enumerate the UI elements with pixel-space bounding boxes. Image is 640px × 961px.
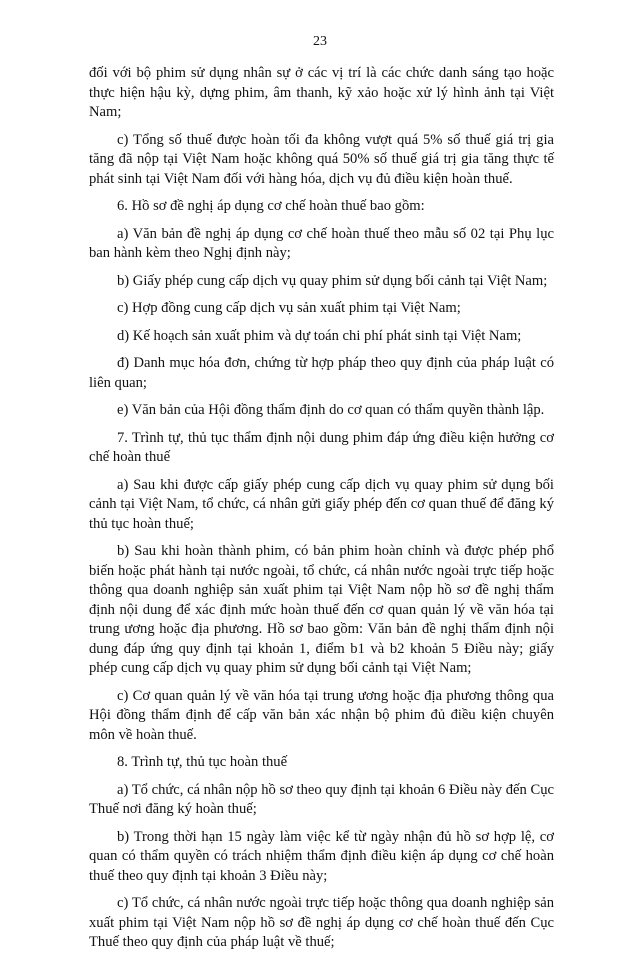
paragraph-clause-6-dd: đ) Danh mục hóa đơn, chứng từ hợp pháp theo quy định của pháp luật có liên quan; <box>89 355 554 391</box>
paragraph-clause-8-a: a) Tổ chức, cá nhân nộp hồ sơ theo quy định tại khoản 6 Điều này đến Cục Thuế nơi đăng ký hoàn thuế; <box>89 781 554 817</box>
document-body <box>89 64 554 961</box>
paragraph-clause-6-e: e) Văn bản của Hội đồng thẩm định do cơ quan có thẩm quyền thành lập. <box>117 402 545 418</box>
paragraph-clause-7-heading: 7. Trình tự, thủ tục thẩm định nội dung phim đáp ứng điều kiện hưởng cơ chế hoàn thuế <box>89 429 554 465</box>
page-number: 23 <box>313 34 327 49</box>
paragraph-clause-6-c: c) Hợp đồng cung cấp dịch vụ sản xuất phim tại Việt Nam; <box>117 300 461 316</box>
paragraph-clause-6-heading: 6. Hồ sơ đề nghị áp dụng cơ chế hoàn thuế bao gồm: <box>117 198 425 214</box>
paragraph-clause-8-b: b) Trong thời hạn 15 ngày làm việc kể từ ngày nhận đủ hồ sơ hợp lệ, cơ quan có thẩm quyền có trách nhiệm thẩm định điều kiện áp dụng cơ chế hoàn thuế theo quy định tại khoản 3 Điều này; <box>89 828 554 884</box>
paragraph-clause-8-c: c) Tổ chức, cá nhân nước ngoài trực tiếp hoặc thông qua doanh nghiệp sản xuất phim tại Việt Nam nộp hồ sơ đề nghị áp dụng cơ chế hoàn thuế đến Cục Thuế theo quy định của pháp luật về thuế; <box>89 895 554 950</box>
paragraph-clause-6-b: b) Giấy phép cung cấp dịch vụ quay phim sử dụng bối cảnh tại Việt Nam; <box>117 272 548 289</box>
paragraph-clause-6-d: d) Kế hoạch sản xuất phim và dự toán chi phí phát sinh tại Việt Nam; <box>117 327 522 344</box>
paragraph-clause-8-heading: 8. Trình tự, thủ tục hoàn thuế <box>117 754 288 770</box>
paragraph-clause-7-c: c) Cơ quan quản lý về văn hóa tại trung ương hoặc địa phương thông qua Hội đồng thẩm định để cấp văn bản xác nhận bộ phim đủ điều kiện chuyên môn về hoàn thuế. <box>89 687 554 743</box>
paragraph-clause-6-a: a) Văn bản đề nghị áp dụng cơ chế hoàn thuế theo mẫu số 02 tại Phụ lục ban hành kèm theo Nghị định này; <box>89 225 554 261</box>
paragraph-continuation: đối với bộ phim sử dụng nhân sự ở các vị trí là các chức danh sáng tạo hoặc thực hiện hậu kỳ, dựng phim, âm thanh, kỹ xảo hoặc xử lý hình ảnh tại Việt Nam; <box>89 65 554 120</box>
paragraph-point-c-refund-cap: c) Tổng số thuế được hoàn tối đa không vượt quá 5% số thuế giá trị gia tăng đã nộp tại Việt Nam hoặc không quá 50% số thuế giá trị gia tăng thực tế phát sinh tại Việt Nam đối với hàng hóa, dịch vụ đủ điều kiện hoàn thuế. <box>89 131 554 187</box>
paragraph-clause-7-b: b) Sau khi hoàn thành phim, có bản phim hoàn chỉnh và được phép phổ biến hoặc phát hành tại nước ngoài, tổ chức, cá nhân nước ngoài trực tiếp hoặc thông qua doanh nghiệp sản xuất phim tại Việt Nam nộp hồ sơ đề nghị thẩm định nội dung để xác định mức hoàn thuế đến cơ quan quản lý về văn hóa tại trung ương hoặc địa phương. Hồ sơ bao gồm: Văn bản đề nghị thẩm định nội dung đáp ứng quy định tại khoản 1, điểm b1 và b2 khoản 5 Điều này; giấy phép cung cấp dịch vụ quay phim sử dụng bối cảnh tại Việt Nam; <box>89 543 554 676</box>
paragraph-clause-7-a: a) Sau khi được cấp giấy phép cung cấp dịch vụ quay phim sử dụng bối cảnh tại Việt Nam, tổ chức, cá nhân gửi giấy phép đến cơ quan thuế để đăng ký thủ tục hoàn thuế; <box>89 476 554 532</box>
